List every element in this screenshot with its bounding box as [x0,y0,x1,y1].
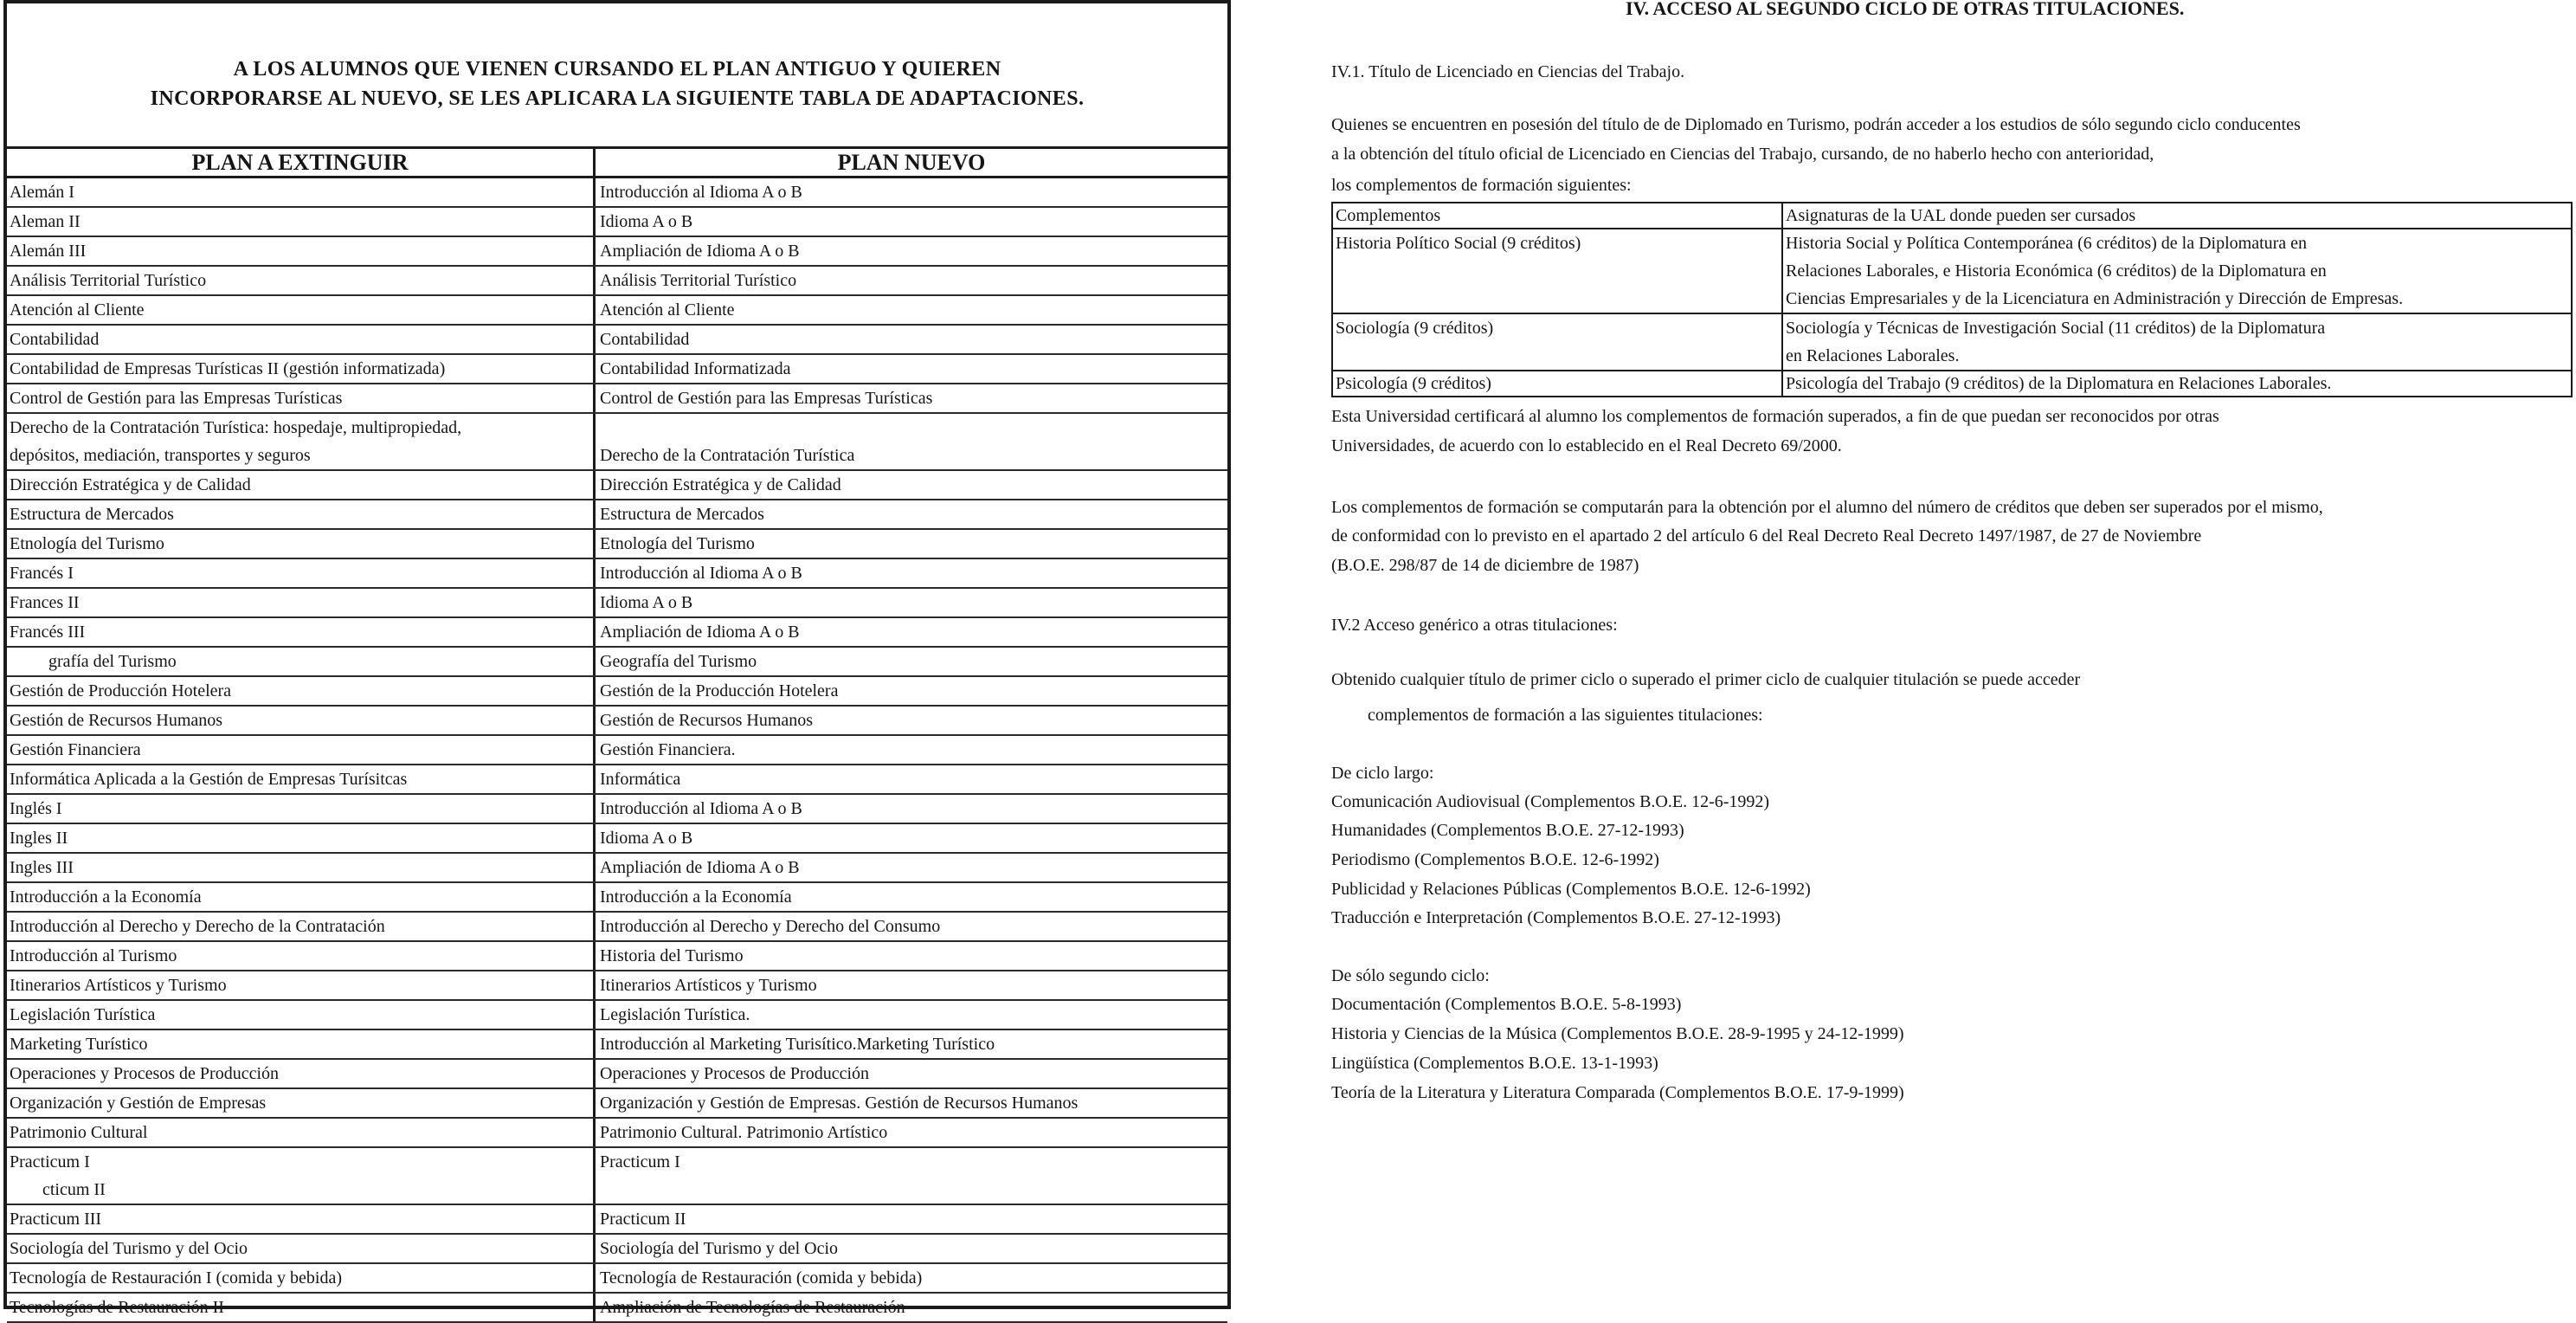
old-plan-subject: Legislación Turística [10,1005,156,1024]
paragraph-line: los complementos de formación siguientes: [1331,176,1632,195]
new-plan-cell [596,677,1227,705]
old-plan-cell [7,1148,596,1204]
new-plan-subject: Historia del Turismo [600,946,744,965]
old-plan-subject: Ingles III [10,858,74,877]
adaptation-table [3,0,1231,1317]
new-plan-cell [596,1235,1227,1262]
old-plan-subject: Derecho de la Contratación Turística: hospedaje, multipropiedad, [10,418,462,437]
new-plan-subject: Introducción a la Economía [600,887,792,907]
table-row [7,707,1227,736]
old-plan-cell [7,471,596,499]
ciclo-largo-heading: De ciclo largo: [1331,764,1434,783]
old-plan-cell [7,178,596,206]
new-plan-cell [596,355,1227,383]
old-plan-cell [7,1119,596,1146]
table-row [7,208,1227,237]
new-plan-cell [596,326,1227,353]
new-plan-cell [596,707,1227,734]
old-plan-cell [7,1205,596,1233]
table-body [7,178,1227,1323]
new-plan-subject: Introducción al Idioma A o B [600,799,802,818]
asignatura-cell [1782,313,2572,371]
table-row [7,1264,1227,1294]
subsection-iv2-title: IV.2 Acceso genérico a otras titulaciones: [1331,616,1618,635]
new-plan-subject: Dirección Estratégica y de Calidad [600,475,841,494]
new-plan-subject: Derecho de la Contratación Turística [600,446,855,465]
table-row [1332,229,2572,313]
old-plan-subject: Tecnología de Restauración I (comida y bebida) [10,1268,343,1288]
list-item: Periodismo (Complementos B.O.E. 12-6-1992) [1331,850,1659,869]
new-plan-subject: Itinerarios Artísticos y Turismo [600,976,817,995]
old-plan-cell [7,589,596,616]
old-plan-subject: Tecnologías de Restauración II [10,1298,224,1317]
old-plan-subject: Ingles II [10,829,68,848]
new-plan-subject: Ampliación de Idioma A o B [600,858,800,877]
table-row [7,824,1227,854]
asignatura-cell: Psicología del Trabajo (9 créditos) de la Diplomatura en Relaciones Laborales. [1782,371,2572,397]
old-plan-cell [7,677,596,705]
paragraph-line: Esta Universidad certificará al alumno los complementos de formación superados, a fin de que puedan ser reconocidos por otras [1331,407,2219,426]
new-plan-cell [596,1205,1227,1233]
old-plan-cell [7,1089,596,1117]
list-item: Historia y Ciencias de la Música (Complementos B.O.E. 28-9-1995 y 24-12-1999) [1331,1024,1904,1043]
table-row [7,384,1227,414]
old-plan-cell [7,824,596,852]
old-plan-subject: Informática Aplicada a la Gestión de Empresas Turísitcas [10,770,408,789]
new-plan-cell [596,1264,1227,1292]
segundo-ciclo-heading: De sólo segundo ciclo: [1331,966,1490,985]
new-plan-cell [596,1119,1227,1146]
table-row [7,883,1227,913]
new-plan-cell [596,1294,1227,1321]
old-plan-subject: Frances II [10,593,80,612]
new-plan-cell [596,414,1227,469]
old-plan-cell [7,530,596,558]
table-row [7,677,1227,707]
old-plan-subject: Gestión Financiera [10,740,141,759]
table-row [7,1060,1227,1089]
new-plan-subject: Idioma A o B [600,829,693,848]
old-plan-cell [7,942,596,970]
new-plan-subject: Tecnología de Restauración (comida y bebida) [600,1268,923,1288]
new-plan-subject: Operaciones y Procesos de Producción [600,1064,870,1083]
new-plan-subject: Ampliación de Idioma A o B [600,623,800,642]
old-plan-cell [7,267,596,294]
complemento-cell: Sociología (9 créditos) [1332,313,1782,371]
table-row [7,1294,1227,1323]
old-plan-subject: Dirección Estratégica y de Calidad [10,475,251,494]
old-plan-cell [7,237,596,265]
new-plan-cell [596,1001,1227,1029]
old-plan-subject: Introducción al Derecho y Derecho de la Contratación [10,917,385,936]
old-plan-subject: Patrimonio Cultural [10,1123,148,1142]
table-row [7,500,1227,530]
old-plan-subject: Gestión de Recursos Humanos [10,711,223,730]
old-plan-subject: Estructura de Mercados [10,505,174,524]
table-row [7,795,1227,824]
paragraph-line: a la obtención del título oficial de Licenciado en Ciencias del Trabajo, cursando, de no haberlo hecho con anterioridad, [1331,145,2154,164]
old-plan-cell [7,1060,596,1087]
old-plan-cell [7,707,596,734]
table-row [7,267,1227,296]
paragraph-line: de conformidad con lo previsto en el apartado 2 del artículo 6 del Real Decreto Real Decreto 1497/1987, de 27 de Noviembre [1331,526,2202,545]
table-row [7,237,1227,267]
old-plan-subject: Aleman II [10,212,80,231]
old-plan-subject-continued: cticum II [42,1180,106,1199]
new-plan-cell [596,765,1227,793]
new-plan-subject: Ampliación de Tecnologías de Restauración [600,1298,905,1317]
new-plan-cell [596,208,1227,236]
table-row [7,178,1227,208]
list-item: Humanidades (Complementos B.O.E. 27-12-1993) [1331,821,1684,840]
new-plan-cell [596,1148,1227,1204]
old-plan-subject: grafía del Turismo [48,652,177,671]
new-plan-subject: Contabilidad Informatizada [600,359,791,378]
table-row [7,736,1227,765]
new-plan-subject: Estructura de Mercados [600,505,764,524]
table-row [7,414,1227,471]
new-plan-subject: Introducción al Derecho y Derecho del Consumo [600,917,941,936]
new-plan-cell [596,559,1227,587]
new-plan-subject: Atención al Cliente [600,300,735,319]
old-plan-subject: Introducción al Turismo [10,946,177,965]
column-header-new-plan: PLAN NUEVO [837,150,986,175]
table-row [7,648,1227,677]
old-plan-cell [7,765,596,793]
old-plan-subject: Operaciones y Procesos de Producción [10,1064,280,1083]
new-plan-subject: Gestión Financiera. [600,740,736,759]
table-row [7,355,1227,384]
new-plan-subject: Gestión de Recursos Humanos [600,711,814,730]
new-plan-cell [596,648,1227,675]
table-row [1332,371,2572,397]
old-plan-subject: Inglés I [10,799,62,818]
new-plan-cell [596,736,1227,764]
list-item: Lingüística (Complementos B.O.E. 13-1-1993) [1331,1054,1658,1073]
old-plan-subject-continued: depósitos, mediación, transportes y seguros [10,446,311,465]
new-plan-cell [596,471,1227,499]
old-plan-cell [7,559,596,587]
old-plan-cell [7,618,596,646]
new-plan-cell [596,384,1227,412]
old-plan-subject: Alemán III [10,242,87,261]
cell-line: en Relaciones Laborales. [1786,346,1960,365]
table-row [7,471,1227,500]
new-plan-subject: Practicum II [600,1210,686,1229]
new-plan-cell [596,500,1227,528]
paragraph-line: Los complementos de formación se computarán para la obtención por el alumno del número de créditos que deben ser superados por el mismo, [1331,498,2323,517]
old-plan-cell [7,208,596,236]
table-row [7,854,1227,883]
new-plan-cell [596,795,1227,823]
new-plan-subject: Introducción al Idioma A o B [600,183,802,202]
table-row [7,942,1227,971]
paragraph-line: Obtenido cualquier título de primer ciclo o superado el primer ciclo de cualquier titulación se puede acceder [1331,670,2081,689]
old-plan-cell [7,1235,596,1262]
old-plan-subject: Alemán I [10,183,74,202]
old-plan-cell [7,384,596,412]
old-plan-subject: Control de Gestión para las Empresas Turísticas [10,389,343,408]
table-intro-box [7,3,1227,149]
table-header-row [7,149,1227,178]
new-plan-cell [596,178,1227,206]
new-plan-cell [596,296,1227,324]
new-plan-cell [596,1089,1227,1117]
complementos-header-row [1332,203,2572,229]
new-plan-subject: Practicum I [600,1152,680,1171]
cell-line: Historia Social y Política Contemporánea (6 créditos) de la Diplomatura en [1786,234,2308,253]
old-plan-subject: Introducción a la Economía [10,887,202,907]
list-item: Traducción e Interpretación (Complementos B.O.E. 27-12-1993) [1331,908,1781,927]
old-plan-cell [7,913,596,940]
table-row [7,765,1227,795]
complementos-table [1331,202,2573,397]
table-intro-text: A LOS ALUMNOS QUE VIENEN CURSANDO EL PLAN ANTIGUO Y QUIEREN INCORPORARSE AL NUEVO, SE LES APLICARA LA SIGUIENTE TABLA DE ADAPTACIONES. [150,57,1085,110]
complemento-cell: Historia Político Social (9 créditos) [1332,229,1782,313]
asignatura-cell [1782,229,2572,313]
old-plan-subject: Sociología del Turismo y del Ocio [10,1239,248,1258]
table-row [1332,313,2572,371]
old-plan-subject: Marketing Turístico [10,1035,148,1054]
old-plan-cell [7,648,596,675]
new-plan-subject: Control de Gestión para las Empresas Turísticas [600,389,933,408]
list-item: Documentación (Complementos B.O.E. 5-8-1993) [1331,995,1682,1014]
old-plan-subject: Atención al Cliente [10,300,145,319]
new-plan-cell [596,854,1227,881]
new-plan-cell [596,237,1227,265]
old-plan-cell [7,296,596,324]
paragraph-line: (B.O.E. 298/87 de 14 de diciembre de 1987) [1331,556,1639,575]
old-plan-subject: Practicum III [10,1210,102,1229]
old-plan-subject: Itinerarios Artísticos y Turismo [10,976,227,995]
list-item: Comunicación Audiovisual (Complementos B.O.E. 12-6-1992) [1331,792,1770,811]
table-row [7,296,1227,326]
old-plan-subject: Practicum I [10,1152,90,1171]
table-row [7,1001,1227,1030]
new-plan-subject: Informática [600,770,681,789]
table-row [7,1148,1227,1205]
new-plan-subject: Etnología del Turismo [600,534,755,553]
old-plan-subject: Francés I [10,564,74,583]
new-plan-cell [596,971,1227,999]
old-plan-cell [7,795,596,823]
new-plan-subject: Gestión de la Producción Hotelera [600,681,839,700]
complemento-cell: Psicología (9 créditos) [1332,371,1782,397]
paragraph-line: complementos de formación a las siguientes titulaciones: [1368,706,1763,725]
section-title: IV. ACCESO AL SEGUNDO CICLO DE OTRAS TITULACIONES. [1626,0,2185,19]
paragraph-line: Quienes se encuentren en posesión del título de de Diplomado en Turismo, podrán acceder a los estudios de sólo segundo ciclo conducentes [1331,115,2301,134]
table-row [7,530,1227,559]
new-plan-cell [596,824,1227,852]
old-plan-subject: Organización y Gestión de Empresas [10,1094,267,1113]
new-plan-cell [596,530,1227,558]
old-plan-cell [7,971,596,999]
old-plan-cell [7,355,596,383]
new-plan-cell [596,589,1227,616]
table-row [7,913,1227,942]
list-item: Publicidad y Relaciones Públicas (Complementos B.O.E. 12-6-1992) [1331,880,1811,899]
table-row [7,1089,1227,1119]
new-plan-subject: Ampliación de Idioma A o B [600,242,800,261]
new-plan-cell [596,618,1227,646]
old-plan-cell [7,1030,596,1058]
table-row [7,1030,1227,1060]
new-plan-subject: Sociología del Turismo y del Ocio [600,1239,838,1258]
old-plan-cell [7,1264,596,1292]
old-plan-cell [7,736,596,764]
old-plan-subject: Gestión de Producción Hotelera [10,681,232,700]
old-plan-cell [7,414,596,469]
old-plan-cell [7,883,596,911]
new-plan-cell [596,883,1227,911]
new-plan-subject: Análisis Territorial Turístico [600,271,797,290]
new-plan-subject: Introducción al Marketing Turisítico.Marketing Turístico [600,1035,995,1054]
new-plan-cell [596,267,1227,294]
old-plan-cell [7,500,596,528]
new-plan-cell [596,1060,1227,1087]
cell-line: Ciencias Empresariales y de la Licenciatura en Administración y Dirección de Empresas. [1786,289,2404,308]
table-row [7,971,1227,1001]
old-plan-cell [7,1294,596,1321]
asignaturas-header: Asignaturas de la UAL donde pueden ser cursados [1782,203,2572,229]
new-plan-subject: Geografía del Turismo [600,652,757,671]
table-row [7,589,1227,618]
new-plan-subject: Organización y Gestión de Empresas. Gestión de Recursos Humanos [600,1094,1079,1113]
new-plan-subject: Idioma A o B [600,212,693,231]
old-plan-subject: Contabilidad de Empresas Turísticas II (gestión informatizada) [10,359,446,378]
old-plan-subject: Contabilidad [10,330,100,349]
new-plan-subject: Idioma A o B [600,593,693,612]
table-row [7,326,1227,355]
cell-line: Relaciones Laborales, e Historia Económica (6 créditos) de la Diplomatura en [1786,261,2327,281]
table-row [7,559,1227,589]
new-plan-subject: Introducción al Idioma A o B [600,564,802,583]
old-plan-cell [7,854,596,881]
new-plan-cell [596,942,1227,970]
new-plan-subject: Legislación Turística. [600,1005,750,1024]
column-header-old-plan: PLAN A EXTINGUIR [7,149,596,176]
new-plan-subject: Patrimonio Cultural. Patrimonio Artístico [600,1123,888,1142]
subsection-iv1-title: IV.1. Título de Licenciado en Ciencias del Trabajo. [1331,62,1685,81]
table-row [7,1235,1227,1264]
paragraph-line: Universidades, de acuerdo con lo establecido en el Real Decreto 69/2000. [1331,436,1842,455]
old-plan-subject: Análisis Territorial Turístico [10,271,207,290]
old-plan-subject: Etnología del Turismo [10,534,164,553]
table-row [7,1205,1227,1235]
old-plan-cell [7,326,596,353]
list-item: Teoría de la Literatura y Literatura Comparada (Complementos B.O.E. 17-9-1999) [1331,1083,1904,1102]
new-plan-subject: Contabilidad [600,330,690,349]
complementos-header: Complementos [1332,203,1782,229]
table-row [7,1119,1227,1148]
new-plan-cell [596,1030,1227,1058]
old-plan-subject: Francés III [10,623,86,642]
new-plan-cell [596,913,1227,940]
cell-line: Sociología y Técnicas de Investigación Social (11 créditos) de la Diplomatura [1786,319,2326,338]
old-plan-cell [7,1001,596,1029]
table-row [7,618,1227,648]
